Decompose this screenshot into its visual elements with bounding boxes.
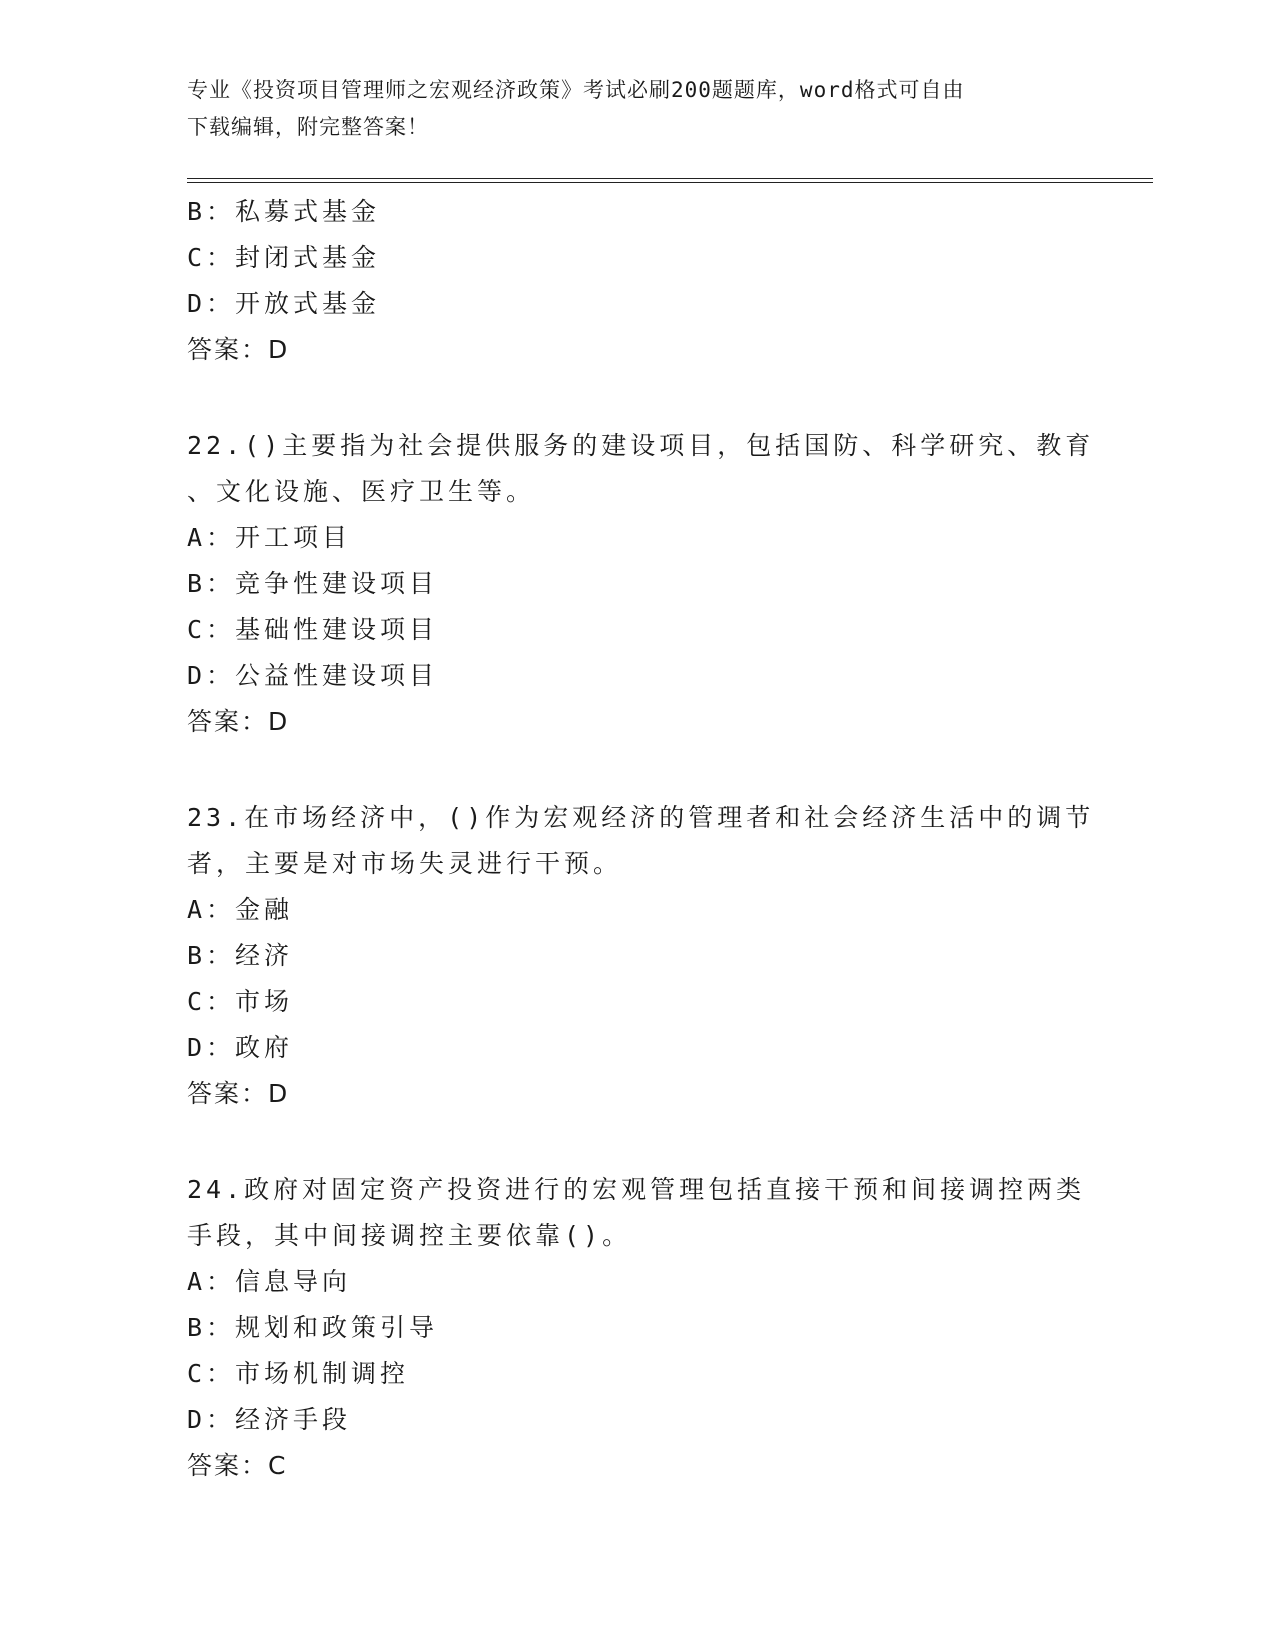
question-stem-line-1: 22.()主要指为社会提供服务的建设项目，包括国防、科学研究、教育 <box>187 431 1095 460</box>
question-stem-line-1: 23.在市场经济中，()作为宏观经济的管理者和社会经济生活中的调节 <box>187 803 1095 832</box>
question-stem <box>187 795 1095 887</box>
option-b: B：规划和政策引导 <box>187 1313 439 1342</box>
option-c: C：市场 <box>187 987 294 1016</box>
option-c: C：基础性建设项目 <box>187 615 439 644</box>
option-d: D：经济手段 <box>187 1405 352 1434</box>
header-divider-thin <box>187 178 1153 179</box>
question-content <box>187 189 1095 1489</box>
question-22 <box>187 423 1095 745</box>
option-c: C：市场机制调控 <box>187 1359 410 1388</box>
answer: 答案：D <box>187 707 290 736</box>
option-c: C：封闭式基金 <box>187 243 381 272</box>
option-d: D：公益性建设项目 <box>187 661 439 690</box>
option-b: B：私募式基金 <box>187 197 381 226</box>
answer: 答案：C <box>187 1451 288 1480</box>
header-line-2: 下载编辑，附完整答案！ <box>187 115 429 139</box>
answer: 答案：D <box>187 1079 290 1108</box>
document-header <box>187 72 1087 146</box>
question-stem-line-2: 、文化设施、医疗卫生等。 <box>187 477 536 506</box>
header-divider-thick <box>187 182 1153 183</box>
question-stem-line-2: 者，主要是对市场失灵进行干预。 <box>187 849 623 878</box>
question-stem <box>187 423 1095 515</box>
question-stem-line-2: 手段，其中间接调控主要依靠()。 <box>187 1221 632 1250</box>
question-stem <box>187 1167 1087 1259</box>
header-line-1: 专业《投资项目管理师之宏观经济政策》考试必刷200题题库，word格式可自由 <box>187 78 965 102</box>
option-d: D：政府 <box>187 1033 294 1062</box>
option-a: A：开工项目 <box>187 523 352 552</box>
answer: 答案：D <box>187 335 290 364</box>
option-d: D：开放式基金 <box>187 289 381 318</box>
option-b: B：竞争性建设项目 <box>187 569 439 598</box>
question-23 <box>187 795 1095 1117</box>
question-21 <box>187 189 1087 373</box>
option-a: A：信息导向 <box>187 1267 352 1296</box>
question-24 <box>187 1167 1087 1489</box>
option-b: B：经济 <box>187 941 294 970</box>
option-a: A：金融 <box>187 895 294 924</box>
question-stem-line-1: 24.政府对固定资产投资进行的宏观管理包括直接干预和间接调控两类 <box>187 1175 1086 1204</box>
